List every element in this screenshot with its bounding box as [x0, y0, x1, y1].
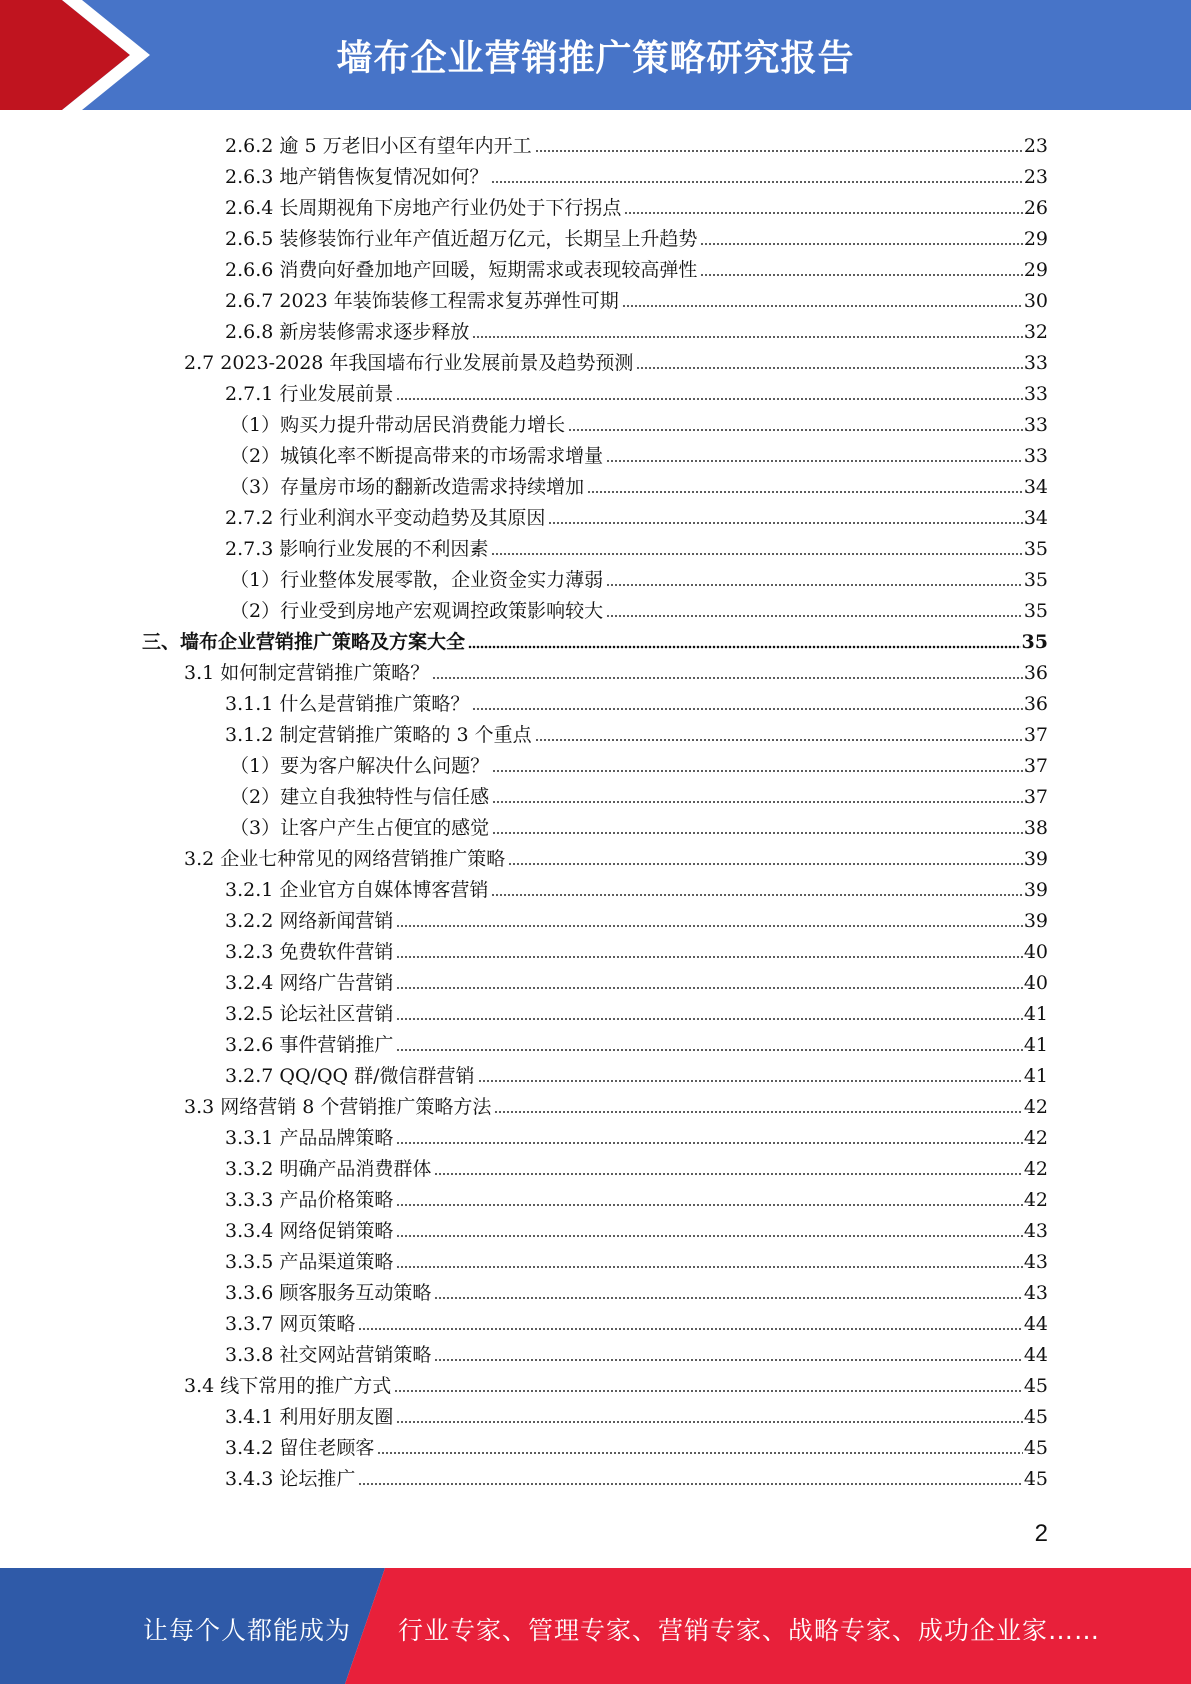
toc-entry-number: 三、 [142, 631, 181, 653]
toc-entry-number: 3.2.1 [225, 879, 274, 901]
toc-entry-title: 地产销售恢复情况如何？ [279, 166, 489, 188]
toc-entry-number: 2.6.3 [225, 166, 274, 188]
toc-entry-page: 41 [1023, 1065, 1048, 1087]
toc-entry-title: 长周期视角下房地产行业仍处于下行拐点 [279, 197, 622, 219]
toc-entry-page: 29 [1023, 228, 1048, 250]
toc-entry-number: 3.4 [184, 1375, 215, 1397]
toc-entry-number: 3.1 [184, 662, 215, 684]
toc-entry-number: 3.2.5 [225, 1003, 274, 1025]
toc-entry-page: 36 [1023, 693, 1048, 715]
toc-entry-page: 43 [1023, 1220, 1048, 1242]
toc-entry-page: 43 [1023, 1282, 1048, 1304]
toc-entry[interactable] [225, 1399, 1048, 1430]
footer-slogan-right: 行业专家、管理专家、营销专家、战略专家、成功企业家…… [398, 1616, 1101, 1645]
page-number: 2 [1034, 1520, 1048, 1547]
toc-entry[interactable] [225, 159, 1048, 190]
toc-entry-page: 43 [1023, 1251, 1048, 1273]
toc-entry-number: 3.4.2 [225, 1437, 274, 1459]
toc-entry[interactable] [225, 1337, 1048, 1368]
toc-entry[interactable] [184, 345, 1048, 376]
toc-entry-title: 墙布企业营销推广策略及方案大全 [180, 631, 466, 653]
toc-entry[interactable] [225, 376, 1048, 407]
toc-entry-page: 45 [1023, 1437, 1048, 1459]
toc-leader-dots [396, 986, 1022, 990]
toc-leader-dots [434, 1358, 1022, 1362]
toc-entry-title: 2023 年装饰装修工程需求复苏弹性可期 [279, 290, 619, 312]
toc-entry-title: 城镇化率不断提高带来的市场需求增量 [280, 445, 604, 467]
toc-entry-page: 35 [1021, 631, 1048, 653]
toc-entry-number: 3.2.3 [225, 941, 274, 963]
toc-entry-page: 34 [1023, 476, 1048, 498]
toc-entry-title: 如何制定营销推广策略？ [220, 662, 430, 684]
toc-entry-title: 社交网站营销策略 [279, 1344, 432, 1366]
toc-entry-page: 42 [1023, 1158, 1048, 1180]
toc-entry-title: 论坛推广 [279, 1468, 356, 1490]
toc-entry[interactable] [184, 1368, 1048, 1399]
toc-entry[interactable] [225, 1275, 1048, 1306]
toc-entry-title: 制定营销推广策略的 3 个重点 [279, 724, 532, 746]
toc-entry-page: 34 [1023, 507, 1048, 529]
toc-entry[interactable] [184, 655, 1048, 686]
toc-entry-page: 35 [1023, 569, 1048, 591]
toc-entry-page: 33 [1023, 414, 1048, 436]
toc-entry[interactable] [225, 283, 1048, 314]
toc-entry[interactable] [225, 717, 1048, 748]
toc-leader-dots [396, 1017, 1022, 1021]
toc-entry[interactable] [225, 903, 1048, 934]
toc-entry-page: 37 [1023, 786, 1048, 808]
toc-entry[interactable] [225, 872, 1048, 903]
toc-entry-page: 44 [1023, 1344, 1048, 1366]
report-title: 墙布企业营销推广策略研究报告 [336, 38, 855, 79]
toc-leader-dots [434, 1172, 1022, 1176]
toc-entry-title: 网络促销策略 [279, 1220, 394, 1242]
toc-leader-dots [396, 1420, 1022, 1424]
toc-entry-title: 网络营销 8 个营销推广策略方法 [220, 1096, 492, 1118]
toc-entry[interactable] [230, 779, 1048, 810]
toc-entry-number: 2.7.1 [225, 383, 274, 405]
toc-entry-number: 2.7.3 [225, 538, 274, 560]
toc-entry[interactable] [230, 562, 1048, 593]
toc-entry-title: 新房装修需求逐步释放 [279, 321, 470, 343]
toc-leader-dots [478, 1079, 1023, 1083]
toc-entry-page: 37 [1023, 755, 1048, 777]
toc-leader-dots [472, 707, 1022, 711]
toc-entry-number: 2.6.4 [225, 197, 274, 219]
toc-entry[interactable] [225, 531, 1048, 562]
toc-entry-page: 41 [1023, 1034, 1048, 1056]
toc-entry-title: 行业利润水平变动趋势及其原因 [279, 507, 546, 529]
toc-leader-dots [548, 521, 1022, 525]
toc-entry-number: 2.6.7 [225, 290, 274, 312]
toc-entry[interactable] [230, 593, 1048, 624]
toc-entry-page: 45 [1023, 1468, 1048, 1490]
toc-entry-number: 2.6.6 [225, 259, 274, 281]
toc-entry-title: 留住老顾客 [279, 1437, 375, 1459]
toc-entry[interactable] [225, 221, 1048, 252]
toc-entry-number: 3.3.2 [225, 1158, 274, 1180]
toc-entry-page: 45 [1023, 1406, 1048, 1428]
toc-entry-title: 行业整体发展零散，企业资金实力薄弱 [280, 569, 604, 591]
toc-entry-page: 33 [1023, 352, 1048, 374]
toc-entry-number: 2.7.2 [225, 507, 274, 529]
toc-leader-dots [494, 1110, 1022, 1114]
toc-entry-number: （1） [230, 414, 281, 436]
toc-leader-dots [587, 490, 1023, 494]
toc-leader-dots [535, 149, 1023, 153]
toc-entry-title: 存量房市场的翻新改造需求持续增加 [280, 476, 585, 498]
toc-entry-number: （1） [230, 755, 281, 777]
toc-entry-page: 26 [1023, 197, 1048, 219]
toc-entry-page: 33 [1023, 383, 1048, 405]
toc-entry-title: 利用好朋友圈 [279, 1406, 394, 1428]
toc-entry[interactable] [225, 1430, 1048, 1461]
toc-leader-dots [700, 273, 1022, 277]
toc-leader-dots [396, 1141, 1022, 1145]
toc-entry-title: 行业受到房地产宏观调控政策影响较大 [280, 600, 604, 622]
toc-entry[interactable] [225, 1461, 1048, 1492]
toc-entry-title: 装修装饰行业年产值近超万亿元，长期呈上升趋势 [279, 228, 698, 250]
toc-entry-number: （1） [230, 569, 281, 591]
toc-entry-number: （2） [230, 600, 281, 622]
toc-entry-title: 线下常用的推广方式 [220, 1375, 392, 1397]
toc-leader-dots [396, 397, 1022, 401]
toc-entry-page: 41 [1023, 1003, 1048, 1025]
toc-entry[interactable] [230, 438, 1048, 469]
toc-entry-page: 35 [1023, 600, 1048, 622]
toc-entry-title: 影响行业发展的不利因素 [279, 538, 489, 560]
toc-entry-page: 39 [1023, 848, 1048, 870]
toc-leader-dots [377, 1451, 1022, 1455]
toc-entry[interactable] [230, 469, 1048, 500]
toc-entry-number: 3.2.7 [225, 1065, 274, 1087]
toc-entry-page: 39 [1023, 910, 1048, 932]
toc-entry-number: （2） [230, 786, 281, 808]
toc-entry-title: 2023-2028 年我国墙布行业发展前景及趋势预测 [220, 352, 634, 374]
toc-leader-dots [535, 738, 1023, 742]
toc-entry-number: 3.4.1 [225, 1406, 274, 1428]
toc-entry-title: 企业七种常见的网络营销推广策略 [220, 848, 506, 870]
toc-entry-number: 2.7 [184, 352, 215, 374]
toc-leader-dots [491, 180, 1022, 184]
toc-entry-title: 购买力提升带动居民消费能力增长 [280, 414, 566, 436]
toc-leader-dots [492, 769, 1023, 773]
toc-entry-number: （3） [230, 817, 281, 839]
toc-entry-number: 3.4.3 [225, 1468, 274, 1490]
toc-entry-number: 3.3.7 [225, 1313, 274, 1335]
toc-entry[interactable] [230, 407, 1048, 438]
toc-entry-number: 3.3.3 [225, 1189, 274, 1211]
toc-leader-dots [396, 1048, 1022, 1052]
toc-leader-dots [396, 1265, 1022, 1269]
toc-entry[interactable] [225, 314, 1048, 345]
toc-entry-page: 23 [1023, 166, 1048, 188]
footer-slogan-left: 让每个人都能成为 [143, 1616, 352, 1645]
toc-leader-dots [622, 304, 1023, 308]
toc-leader-dots [394, 1389, 1023, 1393]
toc-leader-dots [606, 459, 1023, 463]
toc-entry-number: 3.3.4 [225, 1220, 274, 1242]
toc-entry[interactable] [230, 810, 1048, 841]
toc-entry-title: 行业发展前景 [279, 383, 394, 405]
toc-leader-dots [432, 676, 1023, 680]
toc-leader-dots [568, 428, 1023, 432]
toc-entry-number: （3） [230, 476, 281, 498]
toc-entry-number: 3.2.6 [225, 1034, 274, 1056]
toc-entry[interactable] [225, 252, 1048, 283]
toc-entry[interactable] [225, 996, 1048, 1027]
toc-entry-title: 网络广告营销 [279, 972, 394, 994]
toc-entry-title: 让客户产生占便宜的感觉 [280, 817, 490, 839]
toc-leader-dots [624, 211, 1022, 215]
toc-leader-dots [700, 242, 1022, 246]
toc-entry-page: 39 [1023, 879, 1048, 901]
report-header [0, 0, 1191, 110]
toc-leader-dots [434, 1296, 1022, 1300]
toc-entry-title: 要为客户解决什么问题？ [280, 755, 490, 777]
toc-entry[interactable] [225, 965, 1048, 996]
toc-entry-title: 明确产品消费群体 [279, 1158, 432, 1180]
toc-entry[interactable] [225, 1213, 1048, 1244]
toc-entry-page: 23 [1023, 135, 1048, 157]
toc-entry-number: 3.3.1 [225, 1127, 274, 1149]
toc-entry-page: 37 [1023, 724, 1048, 746]
toc-entry-page: 38 [1023, 817, 1048, 839]
toc-entry-title: 网页策略 [279, 1313, 356, 1335]
toc-entry-number: 3.2.4 [225, 972, 274, 994]
toc-entry[interactable] [184, 841, 1048, 872]
toc-leader-dots [396, 924, 1022, 928]
toc-entry-number: 2.6.2 [225, 135, 274, 157]
toc-entry[interactable] [184, 1089, 1048, 1120]
toc-leader-dots [396, 955, 1022, 959]
toc-entry[interactable] [225, 934, 1048, 965]
toc-entry[interactable] [225, 1120, 1048, 1151]
toc-entry-title: 产品品牌策略 [279, 1127, 394, 1149]
toc-entry-page: 42 [1023, 1127, 1048, 1149]
toc-entry-number: 3.2.2 [225, 910, 274, 932]
toc-entry-page: 33 [1023, 445, 1048, 467]
toc-entry-number: （2） [230, 445, 281, 467]
toc-entry-title: QQ/QQ 群/微信群营销 [279, 1065, 475, 1087]
footer-banner [0, 1568, 1191, 1684]
toc-entry-title: 顾客服务互动策略 [279, 1282, 432, 1304]
toc-entry-number: 3.3.6 [225, 1282, 274, 1304]
toc-leader-dots [636, 366, 1022, 370]
toc-entry[interactable] [142, 624, 1048, 655]
toc-entry-title: 免费软件营销 [279, 941, 394, 963]
toc-leader-dots [358, 1482, 1022, 1486]
toc-entry[interactable] [225, 1182, 1048, 1213]
toc-entry-title: 网络新闻营销 [279, 910, 394, 932]
toc-entry[interactable] [225, 686, 1048, 717]
toc-entry-number: 3.1.1 [225, 693, 274, 715]
toc-leader-dots [606, 614, 1023, 618]
toc-entry-page: 44 [1023, 1313, 1048, 1335]
toc-leader-dots [492, 831, 1023, 835]
toc-leader-dots [396, 1203, 1022, 1207]
toc-entry[interactable] [225, 1027, 1048, 1058]
toc-entry-title: 建立自我独特性与信任感 [280, 786, 490, 808]
toc-entry-page: 42 [1023, 1189, 1048, 1211]
toc-leader-dots [472, 335, 1022, 339]
toc-entry[interactable] [230, 748, 1048, 779]
toc-entry-number: 3.2 [184, 848, 215, 870]
toc-entry-number: 3.1.2 [225, 724, 274, 746]
toc-entry-page: 32 [1023, 321, 1048, 343]
toc-entry-title: 论坛社区营销 [279, 1003, 394, 1025]
toc-entry-page: 36 [1023, 662, 1048, 684]
toc-entry-page: 35 [1023, 538, 1048, 560]
toc-entry[interactable] [225, 1151, 1048, 1182]
toc-entry-title: 产品渠道策略 [279, 1251, 394, 1273]
toc-leader-dots [396, 1234, 1022, 1238]
toc-entry-title: 产品价格策略 [279, 1189, 394, 1211]
toc-entry-page: 30 [1023, 290, 1048, 312]
toc-entry-title: 逾 5 万老旧小区有望年内开工 [279, 135, 532, 157]
toc-entry-title: 消费向好叠加地产回暖，短期需求或表现较高弹性 [279, 259, 698, 281]
toc-leader-dots [491, 552, 1022, 556]
toc-leader-dots [491, 893, 1022, 897]
toc-leader-dots [468, 645, 1021, 649]
toc-entry-number: 2.6.5 [225, 228, 274, 250]
toc-entry-page: 40 [1023, 941, 1048, 963]
toc-leader-dots [508, 862, 1023, 866]
toc-leader-dots [606, 583, 1023, 587]
toc-entry[interactable] [225, 1244, 1048, 1275]
toc-entry-page: 29 [1023, 259, 1048, 281]
toc-entry[interactable] [225, 190, 1048, 221]
toc-entry-number: 3.3.8 [225, 1344, 274, 1366]
toc-entry-page: 40 [1023, 972, 1048, 994]
toc-leader-dots [492, 800, 1023, 804]
toc-entry-number: 2.6.8 [225, 321, 274, 343]
toc-entry-number: 3.3 [184, 1096, 215, 1118]
toc-entry-number: 3.3.5 [225, 1251, 274, 1273]
toc-entry[interactable] [225, 500, 1048, 531]
toc-entry[interactable] [225, 128, 1048, 159]
toc-entry-title: 企业官方自媒体博客营销 [279, 879, 489, 901]
toc-entry[interactable] [225, 1306, 1048, 1337]
toc-entry-title: 什么是营销推广策略？ [279, 693, 470, 715]
toc-entry-title: 事件营销推广 [279, 1034, 394, 1056]
toc-entry-page: 42 [1023, 1096, 1048, 1118]
toc-leader-dots [358, 1327, 1022, 1331]
toc-entry-page: 45 [1023, 1375, 1048, 1397]
toc-entry[interactable] [225, 1058, 1048, 1089]
